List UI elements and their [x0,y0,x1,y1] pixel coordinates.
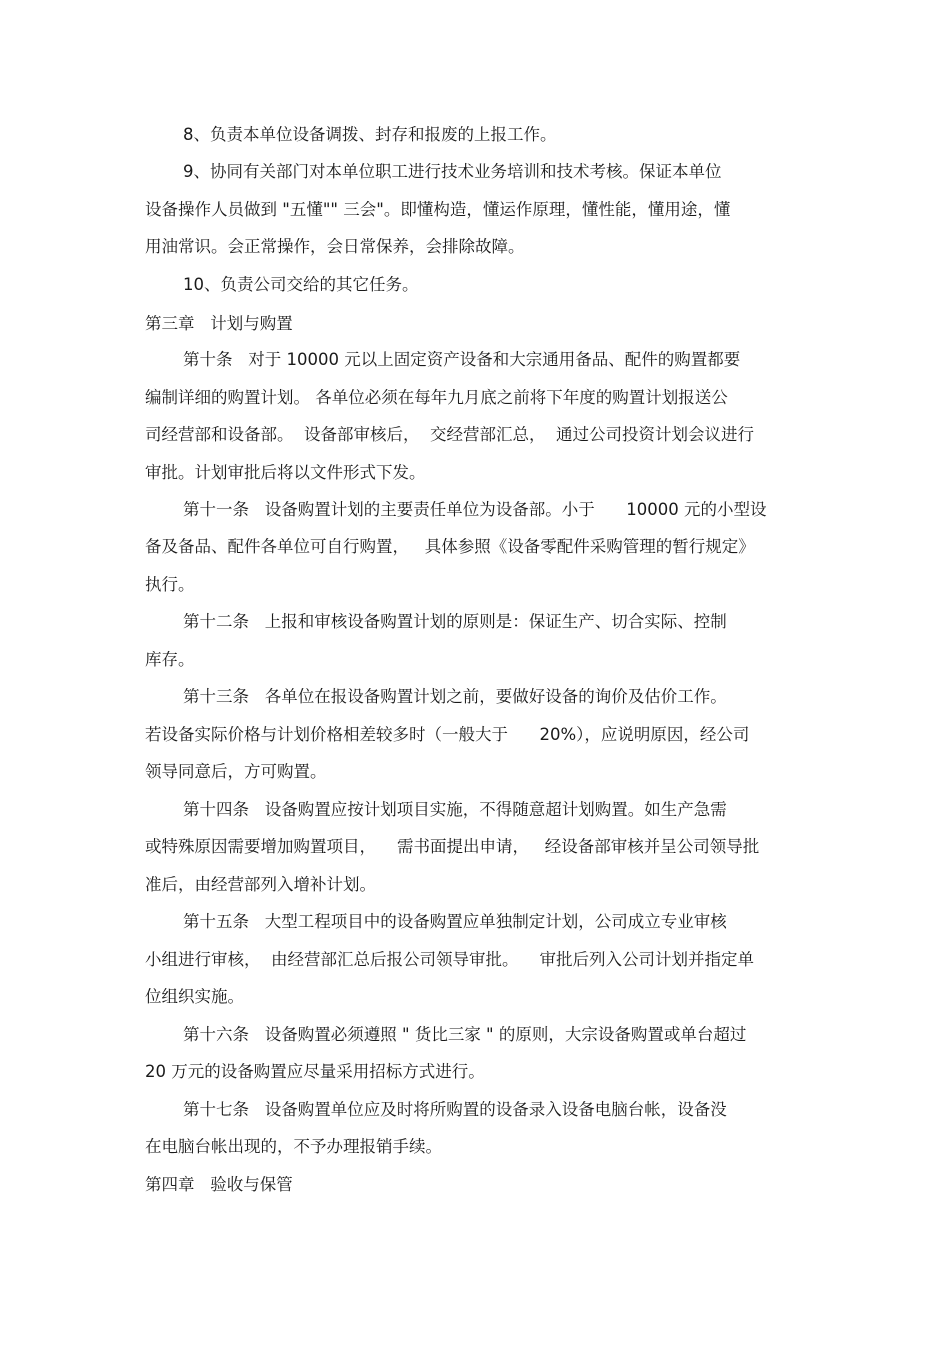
text-line: 第十七条 设备购置单位应及时将所购置的设备录入设备电脑台帐，设备没 [183,1100,727,1119]
text-line: 或特殊原因需要增加购置项目， 需书面提出申请， 经设备部审核并呈公司领导批 [145,837,760,856]
text-line: 审批。计划审批后将以文件形式下发。 [145,463,426,482]
text-line: 第十六条 设备购置必须遵照 " 货比三家 " 的原则，大宗设备购置或单台超过 [183,1025,747,1044]
chapter-heading: 第四章 验收与保管 [145,1175,293,1194]
text-line: 执行。 [145,575,195,594]
text-line: 用油常识。会正常操作，会日常保养，会排除故障。 [145,237,525,256]
text-line: 第十三条 各单位在报设备购置计划之前，要做好设备的询价及估价工作。 [183,687,727,706]
text-line: 司经营部和设备部。 设备部审核后， 交经营部汇总， 通过公司投资计划会议进行 [145,425,754,444]
text-line: 8、负责本单位设备调拨、封存和报废的上报工作。 [183,125,557,144]
text-line: 备及备品、配件各单位可自行购置， 具体参照《设备零配件采购管理的暂行规定》 [145,537,755,556]
text-line: 若设备实际价格与计划价格相差较多时（一般大于 20%），应说明原因，经公司 [145,725,750,744]
text-line: 库存。 [145,650,195,669]
text-line: 准后，由经营部列入增补计划。 [145,875,376,894]
text-line: 20 万元的设备购置应尽量采用招标方式进行。 [145,1062,485,1081]
text-line: 领导同意后，方可购置。 [145,762,327,781]
text-line: 第十四条 设备购置应按计划项目实施，不得随意超计划购置。如生产急需 [183,800,727,819]
text-line: 9、协同有关部门对本单位职工进行技术业务培训和技术考核。保证本单位 [183,162,722,181]
text-line: 第十二条 上报和审核设备购置计划的原则是：保证生产、切合实际、控制 [183,612,727,631]
text-line: 小组进行审核， 由经营部汇总后报公司领导审批。 审批后列入公司计划并指定单 [145,950,754,969]
text-line: 设备操作人员做到 "五懂"" 三会"。即懂构造，懂运作原理，懂性能，懂用途，懂 [145,200,731,219]
text-line: 编制详细的购置计划。 各单位必须在每年九月底之前将下年度的购置计划报送公 [145,388,728,407]
text-line: 第十条 对于 10000 元以上固定资产设备和大宗通用备品、配件的购置都要 [183,350,741,369]
text-line: 10、负责公司交给的其它任务。 [183,275,419,294]
text-line: 第十一条 设备购置计划的主要责任单位为设备部。小于 10000 元的小型设 [183,500,767,519]
chapter-heading: 第三章 计划与购置 [145,314,293,333]
text-line: 在电脑台帐出现的，不予办理报销手续。 [145,1137,442,1156]
text-line: 第十五条 大型工程项目中的设备购置应单独制定计划，公司成立专业审核 [183,912,727,931]
text-line: 位组织实施。 [145,987,244,1006]
